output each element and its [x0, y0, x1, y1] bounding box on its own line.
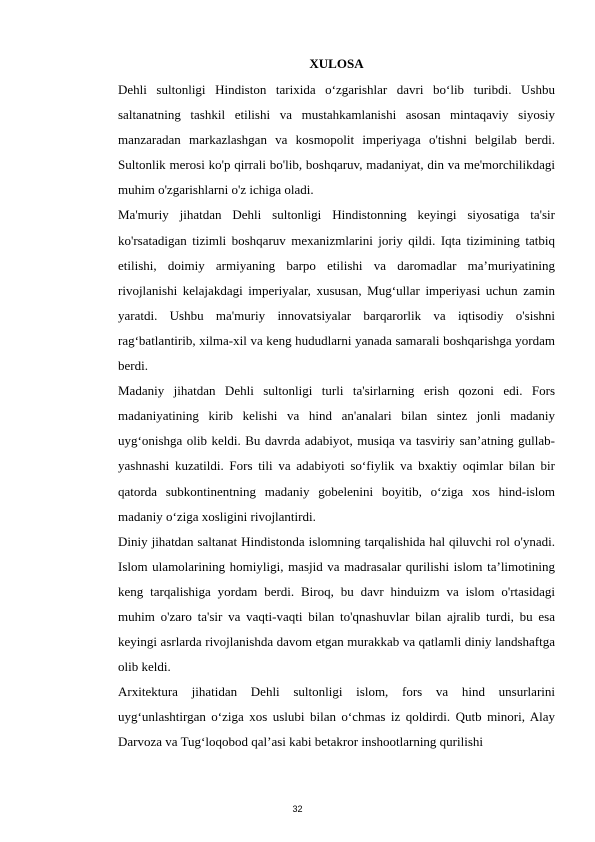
paragraph-1 — [118, 77, 555, 202]
paragraph-4-text: Diniy jihatdan saltanat Hindistonda islomning tarqalishida hal qiluvchi rol o'ynadi. Islom ulamolarining homiyligi, masjid va madrasalar qurilishi islom ta’limotining keng tarqalishiga yordam berdi. Biroq, bu davr hinduizm va islom o'rtasidagi muhim o'zaro ta'sir va vaqti-vaqti bilan to'qnashuvlar bilan ajralib turdi, bu esa keyingi asrlarda rivojlanishda davom etgan murakkab va qatlamli diniy landshaftga olib keldi. — [118, 533, 555, 675]
paragraph-3 — [118, 378, 555, 529]
paragraph-2 — [118, 202, 555, 378]
paragraph-5 — [118, 679, 555, 754]
page-number: 32 — [292, 804, 303, 814]
paragraph-5-text: Arxitektura jihatidan Dehli sultonligi islom, fors va hind unsurlarini uyg‘unlashtirgan o‘ziga xos uslubi bilan o‘chmas iz qoldirdi. Qutb minori, Alay Darvoza va Tug‘loqobod qal’asi kabi betakror inshootlarning qurilishi — [118, 684, 555, 750]
paragraph-1-text: Dehli sultonligi Hindiston tarixida o‘zgarishlar davri bo‘lib turibdi. Ushbu saltanatning tashkil etilishi va mustahkamlanishi asosan mintaqaviy siyosiy manzaradan markazlashgan va kosmopolit imperiyaga o'tishni belgilab berdi. Sultonlik merosi ko'p qirrali bo'lib, boshqaruv, madaniyat, din va me'morchilikdagi muhim o'zgarishlarni o'z ichiga oladi. — [118, 82, 555, 198]
document-title: XULOSA — [309, 56, 364, 71]
document-body — [118, 55, 555, 755]
paragraph-4 — [118, 529, 555, 680]
paragraph-2-text: Ma'muriy jihatdan Dehli sultonligi Hindistonning keyingi siyosatiga ta'sir ko'rsatadigan tizimli boshqaruv mexanizmlarini joriy qildi. Iqta tizimining tatbiq etilishi, doimiy armiyaning barpo etilishi va daromadlar ma’muriyatining rivojlanishi kelajakdagi imperiyalar, xususan, Mug‘ullar imperiyasi uchun zamin yaratdi. Ushbu ma'muriy innovatsiyalar barqarorlik va iqtisodiy o'sishni rag‘batlantirib, xilma-xil va keng hududlarni yanada samarali boshqarishga yordam berdi. — [118, 207, 555, 374]
paragraph-3-text: Madaniy jihatdan Dehli sultonligi turli ta'sirlarning erish qozoni edi. Fors madaniyatining kirib kelishi va hind an'analari bilan sintez jonli madaniy uyg‘onishga olib keldi. Bu davrda adabiyot, musiqa va tasviriy san’atning gullab-yashnashi kuzatildi. Fors tili va adabiyoti so‘fiylik va bxaktiy oqimlar bilan bir qatorda subkontinentning madaniy gobelenini boyitib, o‘ziga xos hind-islom madaniy o‘ziga xosligini rivojlantirdi. — [118, 383, 555, 524]
